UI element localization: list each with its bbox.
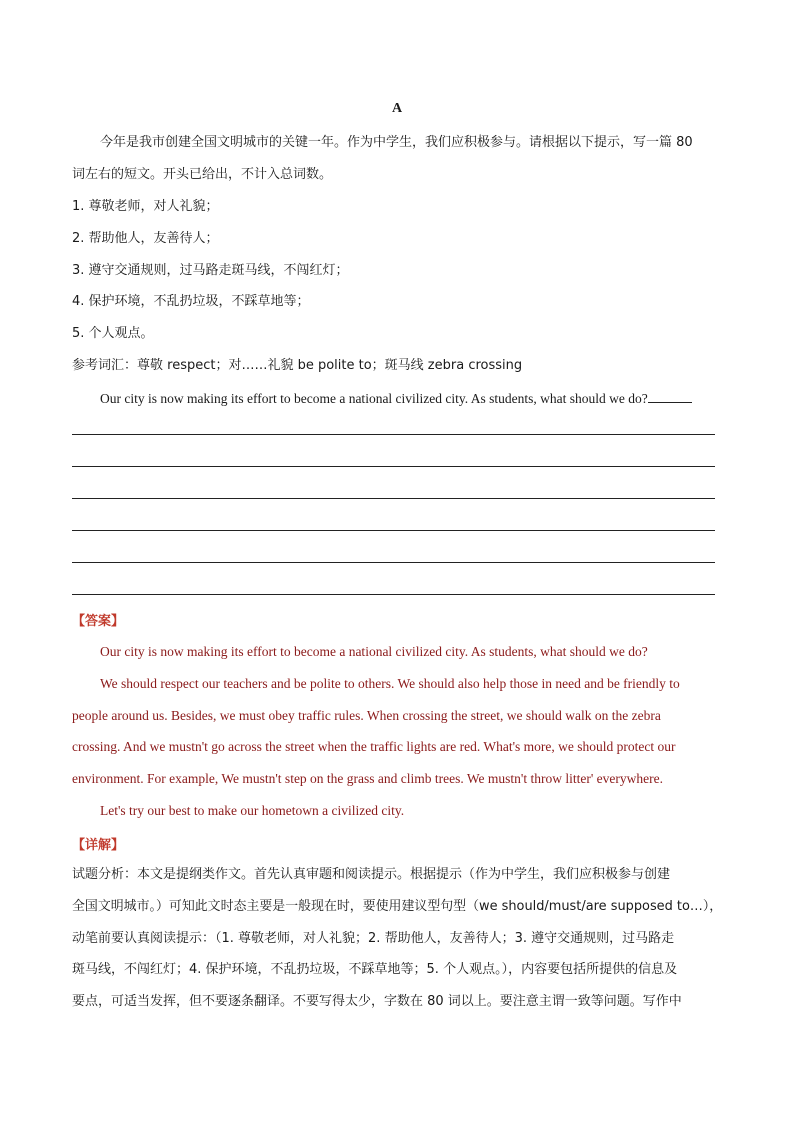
detail-line-1: 试题分析：本文是提纲类作文。首先认真审题和阅读提示。根据提示（作为中学生，我们应积极参与创建 xyxy=(72,867,671,882)
writing-line-2[interactable] xyxy=(72,466,715,467)
reference-vocabulary: 参考词汇：尊敬 respect；对……礼貌 be polite to；斑马线 zebra crossing xyxy=(72,358,523,373)
answer-line-1: Our city is now making its effort to become a national civilized city. As students, what should we do? xyxy=(100,644,648,659)
prompt-item-1: 1. 尊敬老师，对人礼貌； xyxy=(72,199,219,214)
detail-line-3: 动笔前要认真阅读提示：（1. 尊敬老师，对人礼貌；2. 帮助他人，友善待人；3. 遵守交通规则，过马路走 xyxy=(72,931,675,946)
prompt-item-2: 2. 帮助他人，友善待人； xyxy=(72,231,219,246)
essay-starter xyxy=(100,389,692,408)
detail-line-4: 斑马线，不闯红灯；4. 保护环境，不乱扔垃圾，不踩草地等；5. 个人观点。），内容要包括所提供的信息及 xyxy=(72,962,678,977)
detail-line-2: 全国文明城市。）可知此文时态主要是一般现在时，要使用建议型句型（we should/must/are supposed to…）， xyxy=(72,899,723,914)
answer-blank[interactable] xyxy=(648,389,692,403)
answer-line-5: environment. For example, We mustn't step on the grass and climb trees. We mustn't throw litter' everywhere. xyxy=(72,771,663,786)
writing-line-6[interactable] xyxy=(72,594,715,595)
writing-line-3[interactable] xyxy=(72,498,715,499)
writing-line-5[interactable] xyxy=(72,562,715,563)
answer-heading: 【答案】 xyxy=(72,614,125,629)
answer-line-6: Let's try our best to make our hometown a civilized city. xyxy=(100,803,405,818)
prompt-line-2: 词左右的短文。开头已给出，不计入总词数。 xyxy=(72,167,333,182)
prompt-item-4: 4. 保护环境，不乱扔垃圾，不踩草地等； xyxy=(72,294,310,309)
prompt-item-5: 5. 个人观点。 xyxy=(72,326,154,341)
answer-line-4: crossing. And we mustn't go across the street when the traffic lights are red. What's more, we should protect our xyxy=(72,739,676,754)
essay-starter-text: Our city is now making its effort to become a national civilized city. As students, what should we do? xyxy=(100,391,648,406)
section-title: A xyxy=(391,101,403,116)
writing-line-1[interactable] xyxy=(72,434,715,435)
writing-line-4[interactable] xyxy=(72,530,715,531)
answer-line-3: people around us. Besides, we must obey traffic rules. When crossing the street, we should walk on the zebra xyxy=(72,708,661,723)
prompt-item-3: 3. 遵守交通规则，过马路走斑马线，不闯红灯； xyxy=(72,263,349,278)
prompt-line-1: 今年是我市创建全国文明城市的关键一年。作为中学生，我们应积极参与。请根据以下提示，写一篇 80 xyxy=(100,135,693,150)
detail-line-5: 要点，可适当发挥，但不要逐条翻译。不要写得太少，字数在 80 词以上。要注意主谓一致等问题。写作中 xyxy=(72,994,682,1009)
answer-line-2: We should respect our teachers and be polite to others. We should also help those in need and be friendly to xyxy=(100,676,680,691)
detail-heading: 【详解】 xyxy=(72,838,125,853)
